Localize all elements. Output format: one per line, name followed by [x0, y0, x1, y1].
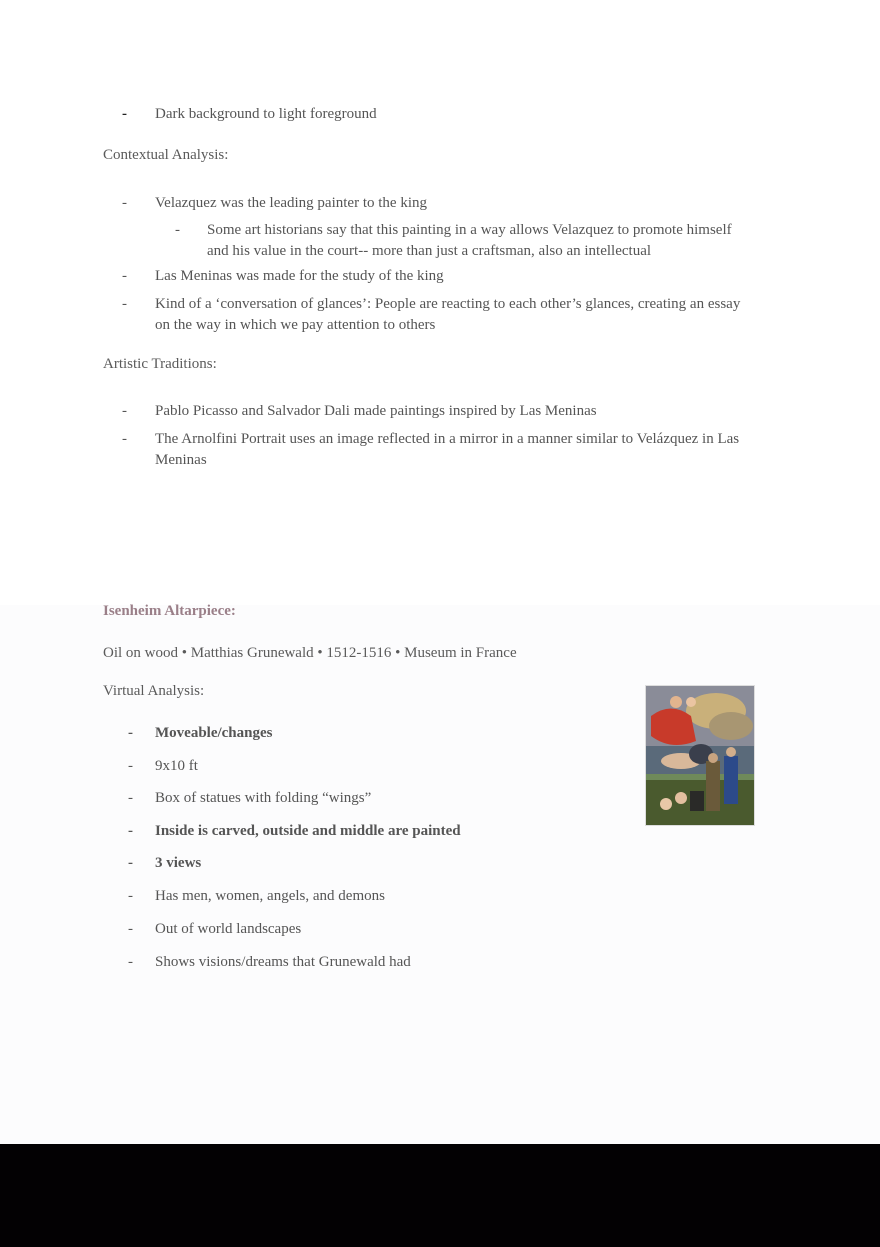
bullet-dash: -: [128, 790, 133, 806]
bullet-dash: -: [122, 403, 127, 419]
artwork-title: Isenheim Altarpiece:: [103, 603, 236, 619]
list-item: Las Meninas was made for the study of the king: [155, 268, 444, 284]
artwork-meta: Oil on wood • Matthias Grunewald • 1512-1516 • Museum in France: [103, 645, 517, 661]
bullet-dash: -: [128, 823, 133, 839]
bullet-dash: -: [128, 954, 133, 970]
list-item-continued: Meninas: [155, 452, 207, 468]
section-heading-visual: Virtual Analysis:: [103, 683, 205, 699]
bullet-dash: -: [128, 758, 133, 774]
list-item: Velazquez was the leading painter to the king: [155, 195, 427, 211]
list-subitem: Some art historians say that this painting in a way allows Velazquez to promote himself: [207, 222, 732, 238]
bullet-dash: -: [122, 431, 127, 447]
list-item: The Arnolfini Portrait uses an image reflected in a mirror in a manner similar to Velázquez in Las: [155, 431, 740, 447]
list-item: Moveable/changes: [155, 725, 273, 741]
painting-image: [645, 685, 755, 826]
list-item: Dark background to light foreground: [155, 106, 377, 122]
section-heading-contextual: Contextual Analysis:: [103, 147, 229, 163]
bottom-black-bar: [0, 1144, 880, 1247]
list-item: 3 views: [155, 855, 202, 871]
bullet-dash: -: [122, 296, 127, 312]
bullet-dash: -: [128, 855, 133, 871]
list-item: Pablo Picasso and Salvador Dali made paintings inspired by Las Meninas: [155, 403, 597, 419]
list-item: Shows visions/dreams that Grunewald had: [155, 954, 411, 970]
bullet-dash: -: [122, 195, 127, 211]
list-item: Inside is carved, outside and middle are painted: [155, 823, 461, 839]
list-item: 9x10 ft: [155, 758, 198, 774]
bullet-dash: -: [122, 268, 127, 284]
list-item: Has men, women, angels, and demons: [155, 888, 385, 904]
bullet-dash: -: [128, 725, 133, 741]
bullet-dash: -: [128, 888, 133, 904]
list-item-continued: on the way in which we pay attention to others: [155, 317, 436, 333]
list-item: Box of statues with folding “wings”: [155, 790, 372, 806]
list-item: Kind of a ‘conversation of glances’: People are reacting to each other’s glances, creating an essay: [155, 296, 741, 312]
bullet-dash: -: [128, 921, 133, 937]
bullet-dash: -: [122, 106, 127, 122]
section-heading-artistic: Artistic Traditions:: [103, 356, 217, 372]
list-subitem-continued: and his value in the court-- more than just a craftsman, also an intellectual: [207, 243, 652, 259]
bullet-dash: -: [175, 222, 180, 238]
list-item: Out of world landscapes: [155, 921, 302, 937]
